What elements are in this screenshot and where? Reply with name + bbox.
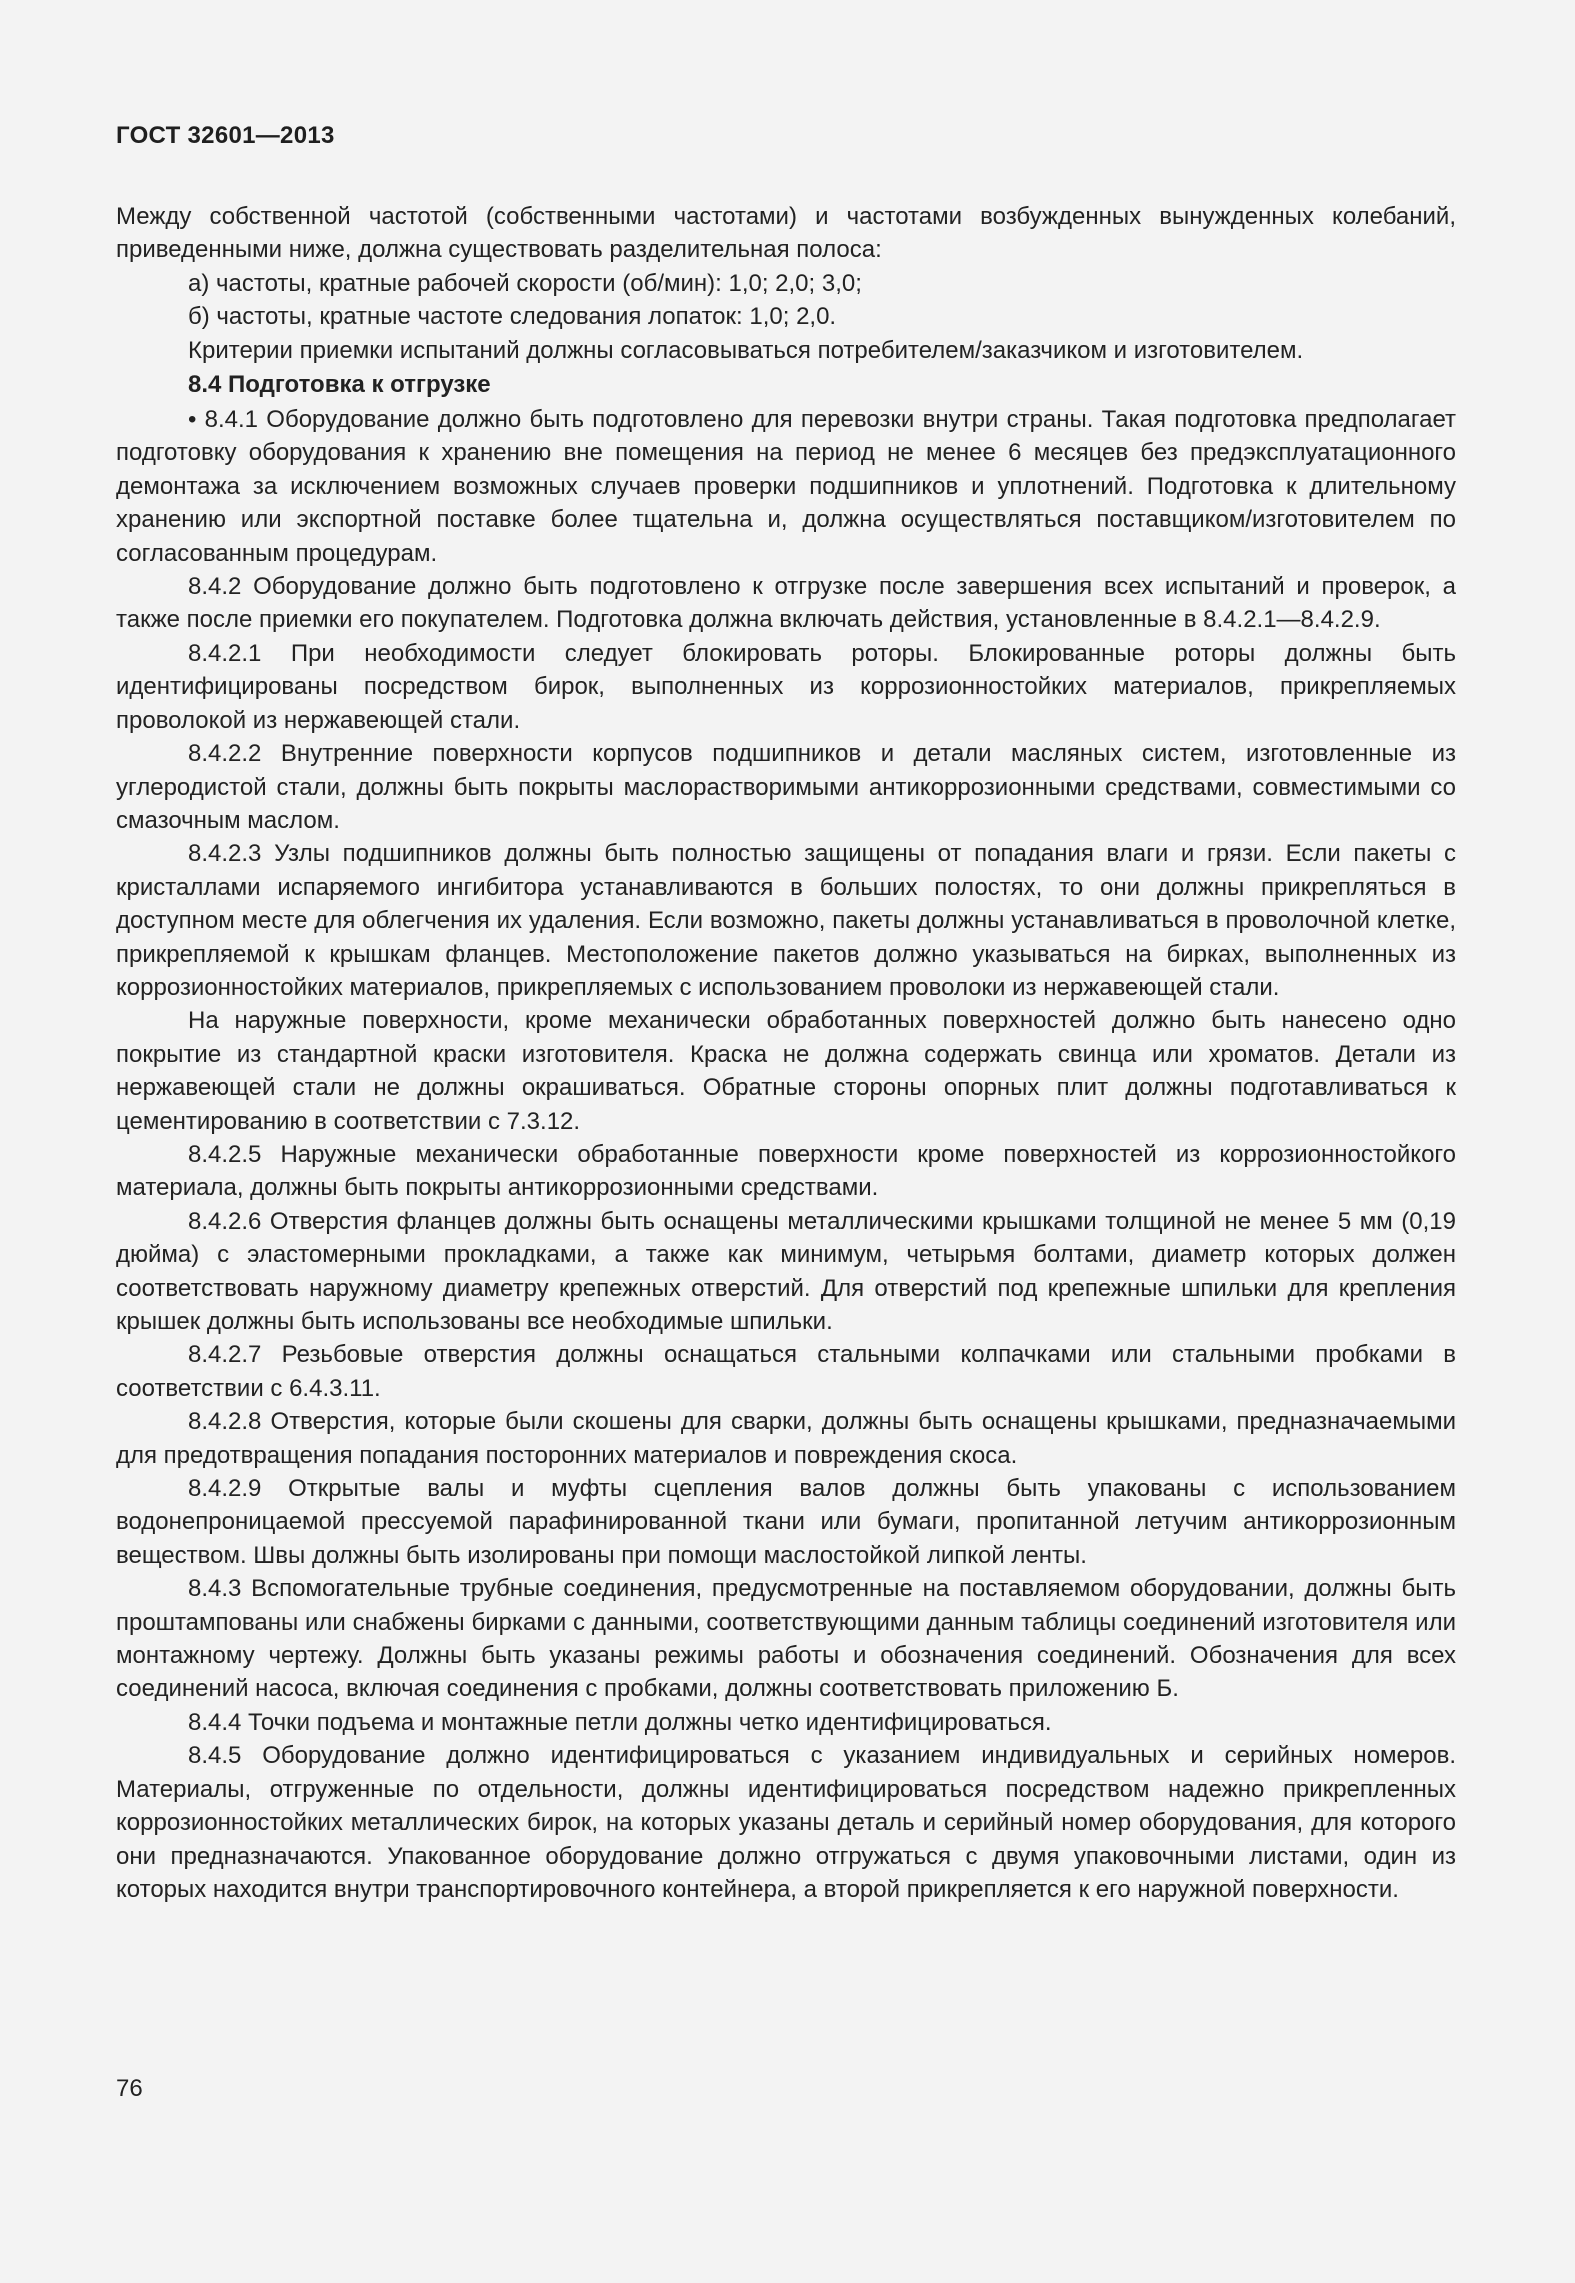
- paragraph-8-4-1: • 8.4.1 Оборудование должно быть подготовлено для перевозки внутри страны. Такая подготовка предполагает подготовку оборудования к хранению вне помещения на период не менее 6 месяцев без предэксплуатационного демонтажа за исключением возможных случаев проверки подшипников и уплотнений. Подготовка к длительному хранению или экспортной поставке более тщательна и, должна осуществляться поставщиком/изготовителем по согласованным процедурам.: [116, 406, 1456, 567]
- paragraph-8-4-2-8: 8.4.2.8 Отверстия, которые были скошены для сварки, должны быть оснащены крышками, предназначаемыми для предотвращения попадания посторонних материалов и повреждения скоса.: [116, 1408, 1456, 1469]
- paragraph-8-4-2-9: 8.4.2.9 Открытые валы и муфты сцепления валов должны быть упакованы с использованием водонепроницаемой прессуемой парафинированной ткани или бумаги, пропитанной летучим антикоррозионным веществом. Швы должны быть изолированы при помощи маслостойкой липкой ленты.: [116, 1475, 1456, 1569]
- paragraph-8-4-3: 8.4.3 Вспомогательные трубные соединения, предусмотренные на поставляемом оборудовании, должны быть проштампованы или снабжены бирками с данными, соответствующими данным таблицы соединений изготовителя или монтажному чертежу. Должны быть указаны режимы работы и обозначения соединений. Обозначения для всех соединений насоса, включая соединения с пробками, должны соответствовать приложению Б.: [116, 1575, 1456, 1703]
- document-body: [116, 200, 1456, 1906]
- paragraph-8-4-4: 8.4.4 Точки подъема и монтажные петли должны четко идентифицироваться.: [188, 1708, 1052, 1736]
- list-item-b: б) частоты, кратные частоте следования лопаток: 1,0; 2,0.: [188, 303, 837, 331]
- paragraph-8-4-2-3: 8.4.2.3 Узлы подшипников должны быть полностью защищены от попадания влаги и грязи. Если пакеты с кристаллами испаряемого ингибитора устанавливаются в больших полостях, то они должны прикрепляться в доступном месте для облегчения их удаления. Если возможно, пакеты должны устанавливаться в проволочной клетке, прикрепляемой к крышкам фланцев. Местоположение пакетов должно указываться на бирках, выполненных из коррозионностойких материалов, прикрепляемых с использованием проволоки из нержавеющей стали.: [116, 840, 1456, 1001]
- page-number: 76: [116, 2075, 143, 2102]
- paragraph-8-4-2-6: 8.4.2.6 Отверстия фланцев должны быть оснащены металлическими крышками толщиной не менее 5 мм (0,19 дюйма) с эластомерными прокладками, а также как минимум, четырьмя болтами, диаметр которых должен соответствовать наружному диаметру крепежных отверстий. Для отверстий под крепежные шпильки для крепления крышек должны быть использованы все необходимые шпильки.: [116, 1207, 1456, 1335]
- paragraph-8-4-2: 8.4.2 Оборудование должно быть подготовлено к отгрузке после завершения всех испытаний и проверок, а также после приемки его покупателем. Подготовка должна включать действия, установленные в 8.4.2.1—8.4.2.9.: [116, 573, 1456, 634]
- standard-title: ГОСТ 32601—2013: [116, 122, 335, 149]
- paragraph-exterior-coating: На наружные поверхности, кроме механически обработанных поверхностей должно быть нанесено одно покрытие из стандартной краски изготовителя. Краска не должна содержать свинца или хроматов. Детали из нержавеющей стали не должны окрашиваться. Обратные стороны опорных плит должны подготавливаться к цементированию в соответствии с 7.3.12.: [116, 1007, 1456, 1135]
- intro-paragraph: Между собственной частотой (собственными частотами) и частотами возбужденных вынужденных колебаний, приведенными ниже, должна существовать разделительная полоса:: [116, 203, 1456, 264]
- section-heading: 8.4 Подготовка к отгрузке: [188, 371, 491, 399]
- paragraph-8-4-2-2: 8.4.2.2 Внутренние поверхности корпусов подшипников и детали масляных систем, изготовленные из углеродистой стали, должны быть покрыты маслорастворимыми антикоррозионными средствами, совместимыми со смазочным маслом.: [116, 740, 1456, 834]
- paragraph-8-4-2-1: 8.4.2.1 При необходимости следует блокировать роторы. Блокированные роторы должны быть идентифицированы посредством бирок, выполненных из коррозионностойких материалов, прикрепляемых проволокой из нержавеющей стали.: [116, 639, 1456, 734]
- paragraph-8-4-2-7: 8.4.2.7 Резьбовые отверстия должны оснащаться стальными колпачками или стальными пробками в соответствии с 6.4.3.11.: [116, 1341, 1456, 1402]
- paragraph-8-4-5: 8.4.5 Оборудование должно идентифицироваться с указанием индивидуальных и серийных номеров. Материалы, отгруженные по отдельности, должны идентифицироваться посредством надежно прикрепленных коррозионностойких металлических бирок, на которых указаны деталь и серийный номер оборудования, для которого они предназначаются. Упакованное оборудование должно отгружаться с двумя упаковочными листами, один из которых находится внутри транспортировочного контейнера, а второй прикрепляется к его наружной поверхности.: [116, 1742, 1456, 1903]
- list-item-a: а) частоты, кратные рабочей скорости (об/мин): 1,0; 2,0; 3,0;: [188, 269, 862, 297]
- paragraph-8-4-2-5: 8.4.2.5 Наружные механически обработанные поверхности кроме поверхностей из коррозионностойкого материала, должны быть покрыты антикоррозионными средствами.: [116, 1140, 1456, 1202]
- acceptance-criteria: Критерии приемки испытаний должны согласовываться потребителем/заказчиком и изготовителем.: [188, 336, 1304, 364]
